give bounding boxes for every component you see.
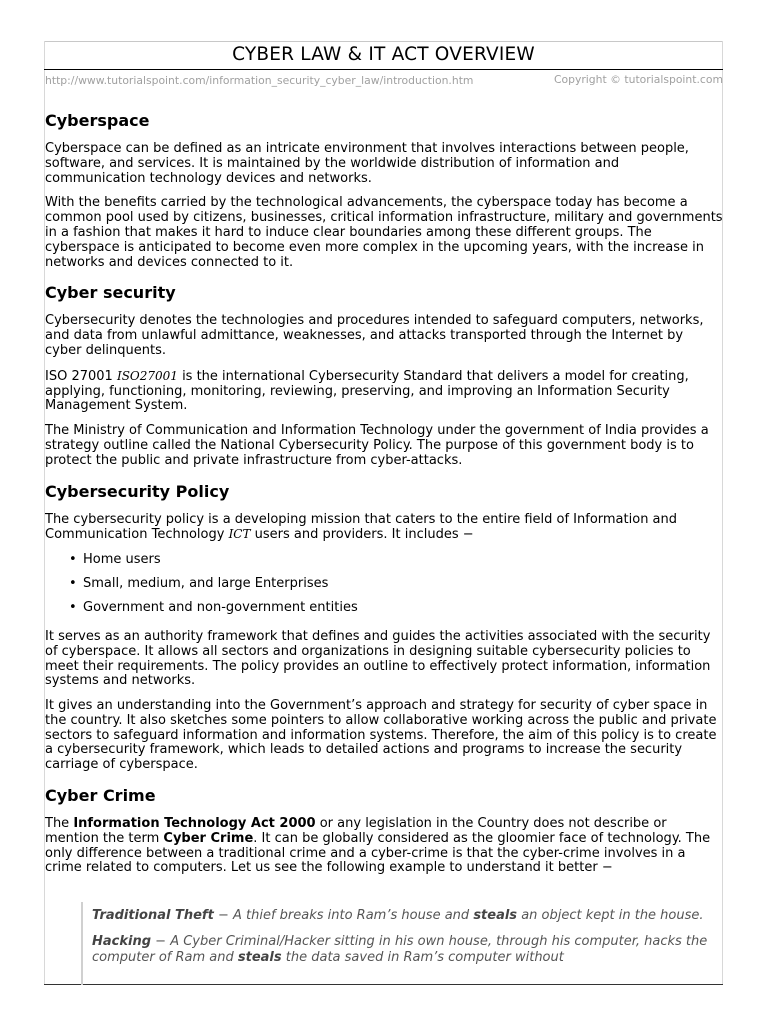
document-content: [45, 110, 723, 985]
list-item: [69, 600, 723, 616]
iso-standard-description: is the international Cybersecurity Standard that delivers a model for creating, applying, functioning, monitoring, reviewing, preserving, and improving an Information Security Management System.: [45, 368, 689, 414]
bullet-icon: •: [69, 576, 77, 592]
paragraph-cyberspace-1: Cyberspace can be defined as an intricate environment that involves interactions between people, software, and services. It is maintained by the worldwide distribution of information and communication technology devices and networks.: [45, 141, 689, 186]
paragraph-cyber-security-2: [45, 369, 723, 414]
list-item: [69, 576, 723, 592]
quote-text: the data saved in Ram’s computer without: [281, 950, 564, 966]
source-url-link[interactable]: http://www.tutorialspoint.com/information_security_cyber_law/introduction.htm: [45, 74, 474, 87]
list-item-text: Home users: [83, 552, 161, 568]
paragraph-policy-1: [45, 513, 723, 544]
crime-text-a: The: [45, 816, 74, 832]
iso-standard-name: ISO 27001: [45, 368, 113, 384]
quote-hacking: [92, 934, 723, 966]
paragraph-policy-2: It serves as an authority framework that defines and guides the activities associated with the security of cyberspace. It allows all sectors and organizations in designing suitable cybersecurity policies to meet their requirements. The policy provides an outline to effectively protect information, information systems and networks.: [45, 628, 711, 689]
paragraph-cyber-security-1: Cybersecurity denotes the technologies and procedures intended to safeguard computers, networks, and data from unlawful admittance, weaknesses, and attacks transported through the Internet by cyber delinquents.: [45, 313, 704, 358]
paragraph-policy-3: It gives an understanding into the Government’s approach and strategy for security of cyber space in the country. It also sketches some pointers to allow collaborative working across the public and private sectors to safeguard information and information systems. Therefore, the aim of this policy is to create a cybersecurity framework, which leads to detailed actions and programs to increase the security carriage of cyberspace.: [45, 698, 717, 773]
list-item-text: Small, medium, and large Enterprises: [83, 576, 329, 592]
heading-cyber-crime: Cyber Crime: [45, 786, 156, 806]
paragraph-cyber-security-3: The Ministry of Communication and Information Technology under the government of India provides a strategy outline called the National Cybersecurity Policy. The purpose of this government body is to protect the public and private infrastructure from cyber-attacks.: [45, 423, 709, 468]
it-act-name: Information Technology Act 2000: [73, 816, 316, 832]
policy-list: [45, 553, 723, 616]
paragraph-cyberspace-2: With the benefits carried by the technological advancements, the cyberspace today has become a common pool used by citizens, businesses, critical information infrastructure, military and governments in a fashion that makes it hard to induce clear boundaries among these different groups. The cyberspace is anticipated to become even more complex in the upcoming years, with the increase in networks and devices connected to it.: [45, 195, 723, 270]
crime-text-e: . It can be globally considered as the gloomier face of technology. The only difference between a traditional crime and a cyber-crime is that the cyber-crime involves in a crime related to computers. Let us see the following example to understand it better −: [45, 830, 711, 876]
policy-intro-suffix: users and providers. It includes −: [250, 527, 474, 543]
list-item-text: Government and non-government entities: [83, 600, 358, 616]
paragraph-cyber-crime-1: [45, 817, 723, 876]
bullet-icon: •: [69, 552, 77, 568]
quote-label-traditional-theft: Traditional Theft: [92, 908, 214, 924]
ict-abbreviation: ICT: [228, 527, 251, 542]
heading-cyberspace: Cyberspace: [45, 111, 150, 130]
list-item: [69, 552, 723, 568]
title-divider: [44, 69, 723, 70]
quote-text: − A thief breaks into Ram’s house and: [213, 908, 474, 924]
document-page: [44, 41, 723, 985]
heading-cybersecurity-policy: Cybersecurity Policy: [45, 481, 230, 501]
example-quote: [81, 902, 723, 985]
cyber-crime-term: Cyber Crime: [163, 830, 254, 846]
quote-traditional-theft: [92, 908, 723, 924]
document-title: CYBER LAW & IT ACT OVERVIEW: [232, 44, 535, 65]
quote-emphasis: steals: [237, 950, 282, 966]
quote-emphasis: steals: [473, 908, 518, 924]
quote-label-hacking: Hacking: [92, 934, 152, 950]
bullet-icon: •: [69, 600, 77, 616]
heading-cyber-security: Cyber security: [45, 283, 176, 303]
iso-standard-code: ISO27001: [116, 368, 178, 383]
crime-text-c: or any legislation in the Country does not describe or mention the term: [45, 816, 667, 846]
copyright-notice: Copyright © tutorialspoint.com: [553, 73, 723, 86]
quote-text: − A Cyber Criminal/Hacker sitting in his own house, through his computer, hacks the computer of Ram and: [92, 934, 708, 966]
quote-text: an object kept in the house.: [517, 908, 704, 924]
policy-intro-text: The cybersecurity policy is a developing mission that caters to the entire field of Information and Communication Technology: [45, 511, 678, 543]
